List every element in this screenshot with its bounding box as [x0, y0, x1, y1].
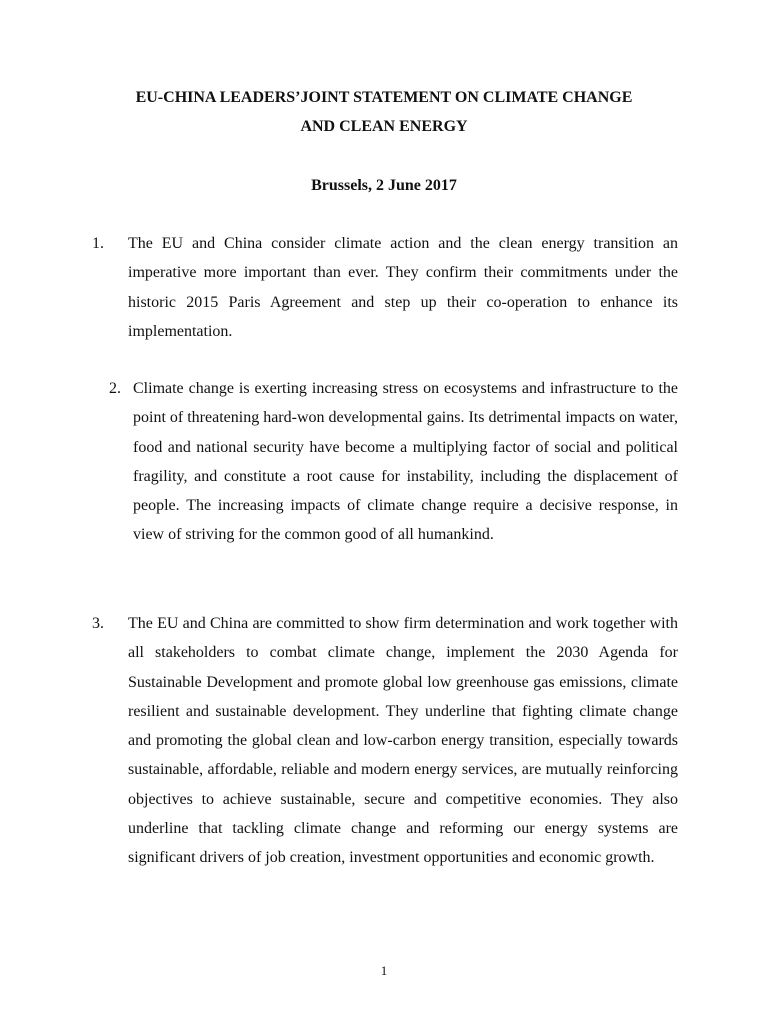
paragraph-2-text: Climate change is exerting increasing stress on ecosystems and infrastructure to the point of threatening hard-won developmental gains. Its detrimental impacts on water, food and national security have become a multiplying factor of social and political fragility, and constitute a root cause for instability, including the displacement of people. The increasing impacts of climate change require a decisive response, in view of striving for the common good of all humankind. — [133, 380, 678, 544]
paragraph-3-number: 3. — [92, 615, 104, 632]
page-number: 1 — [380, 963, 388, 978]
paragraph-2-number: 2. — [109, 380, 121, 397]
place-and-date: Brussels, 2 June 2017 — [311, 177, 457, 194]
document-title-line-2: AND CLEAN ENERGY — [300, 118, 468, 135]
paragraph-1-text: The EU and China consider climate action and the clean energy transition an imperative more important than ever. They confirm their commitments under the historic 2015 Paris Agreement and step up their co-operation to enhance its implementation. — [128, 235, 678, 340]
document-title-line-1: EU-CHINA LEADERS’JOINT STATEMENT ON CLIMATE CHANGE — [135, 89, 633, 106]
paragraph-1-number: 1. — [92, 235, 104, 252]
paragraph-3-text: The EU and China are committed to show firm determination and work together with all stakeholders to combat climate change, implement the 2030 Agenda for Sustainable Development and promote global low greenhouse gas emissions, climate resilient and sustainable development. They underline that fighting climate change and promoting the global clean and low-carbon energy transition, especially towards sustainable, affordable, reliable and modern energy services, are mutually reinforcing objectives to achieve sustainable, secure and competitive economies. They also underline that tackling climate change and reforming our energy systems are significant drivers of job creation, investment opportunities and economic growth. — [128, 615, 678, 867]
